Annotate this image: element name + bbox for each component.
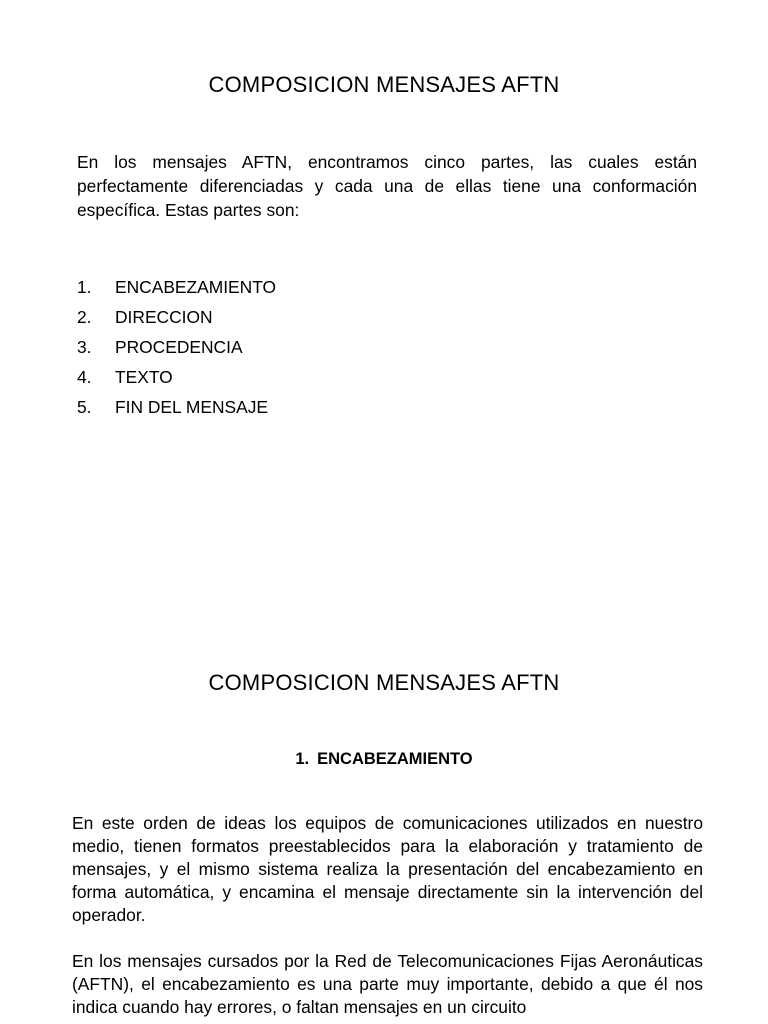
list-item-label: TEXTO <box>115 367 173 387</box>
intro-paragraph: En los mensajes AFTN, encontramos cinco partes, las cuales están perfectamente diferenciadas y cada una de ellas tiene una conformación específica. Estas partes son: <box>77 152 697 220</box>
section-number: 1. <box>295 750 310 768</box>
list-item-label: FIN DEL MENSAJE <box>115 397 268 417</box>
page-title: COMPOSICION MENSAJES AFTN <box>208 72 560 97</box>
list-item-number: 2. <box>77 307 92 327</box>
list-item-number: 4. <box>77 367 92 387</box>
list-item <box>77 302 276 332</box>
body-paragraph: En este orden de ideas los equipos de comunicaciones utilizados en nuestro medio, tienen formatos preestablecidos para la elaboración y tratamiento de mensajes, y el mismo sistema realiza la presentación del encabezamiento en forma automática, y encamina el mensaje directamente sin la intervención del operador. <box>72 813 703 925</box>
parts-list <box>77 272 276 422</box>
list-item-number: 5. <box>77 397 92 417</box>
body-paragraph: En los mensajes cursados por la Red de Telecomunicaciones Fijas Aeronáuticas (AFTN), el encabezamiento es una parte muy importante, debido a que él nos indica cuando hay errores, o faltan mensajes en un circuito <box>72 951 703 1017</box>
list-item-label: PROCEDENCIA <box>115 337 243 357</box>
list-item <box>77 272 276 302</box>
document-page-2 <box>0 600 768 1024</box>
list-item-number: 1. <box>77 277 92 297</box>
list-item <box>77 362 276 392</box>
page-title: COMPOSICION MENSAJES AFTN <box>208 670 560 695</box>
list-item-number: 3. <box>77 337 92 357</box>
list-item <box>77 332 276 362</box>
list-item-label: ENCABEZAMIENTO <box>115 277 277 297</box>
section-label: ENCABEZAMIENTO <box>317 750 473 768</box>
list-item <box>77 392 276 422</box>
list-item-label: DIRECCION <box>115 307 213 327</box>
section-heading <box>0 750 768 769</box>
